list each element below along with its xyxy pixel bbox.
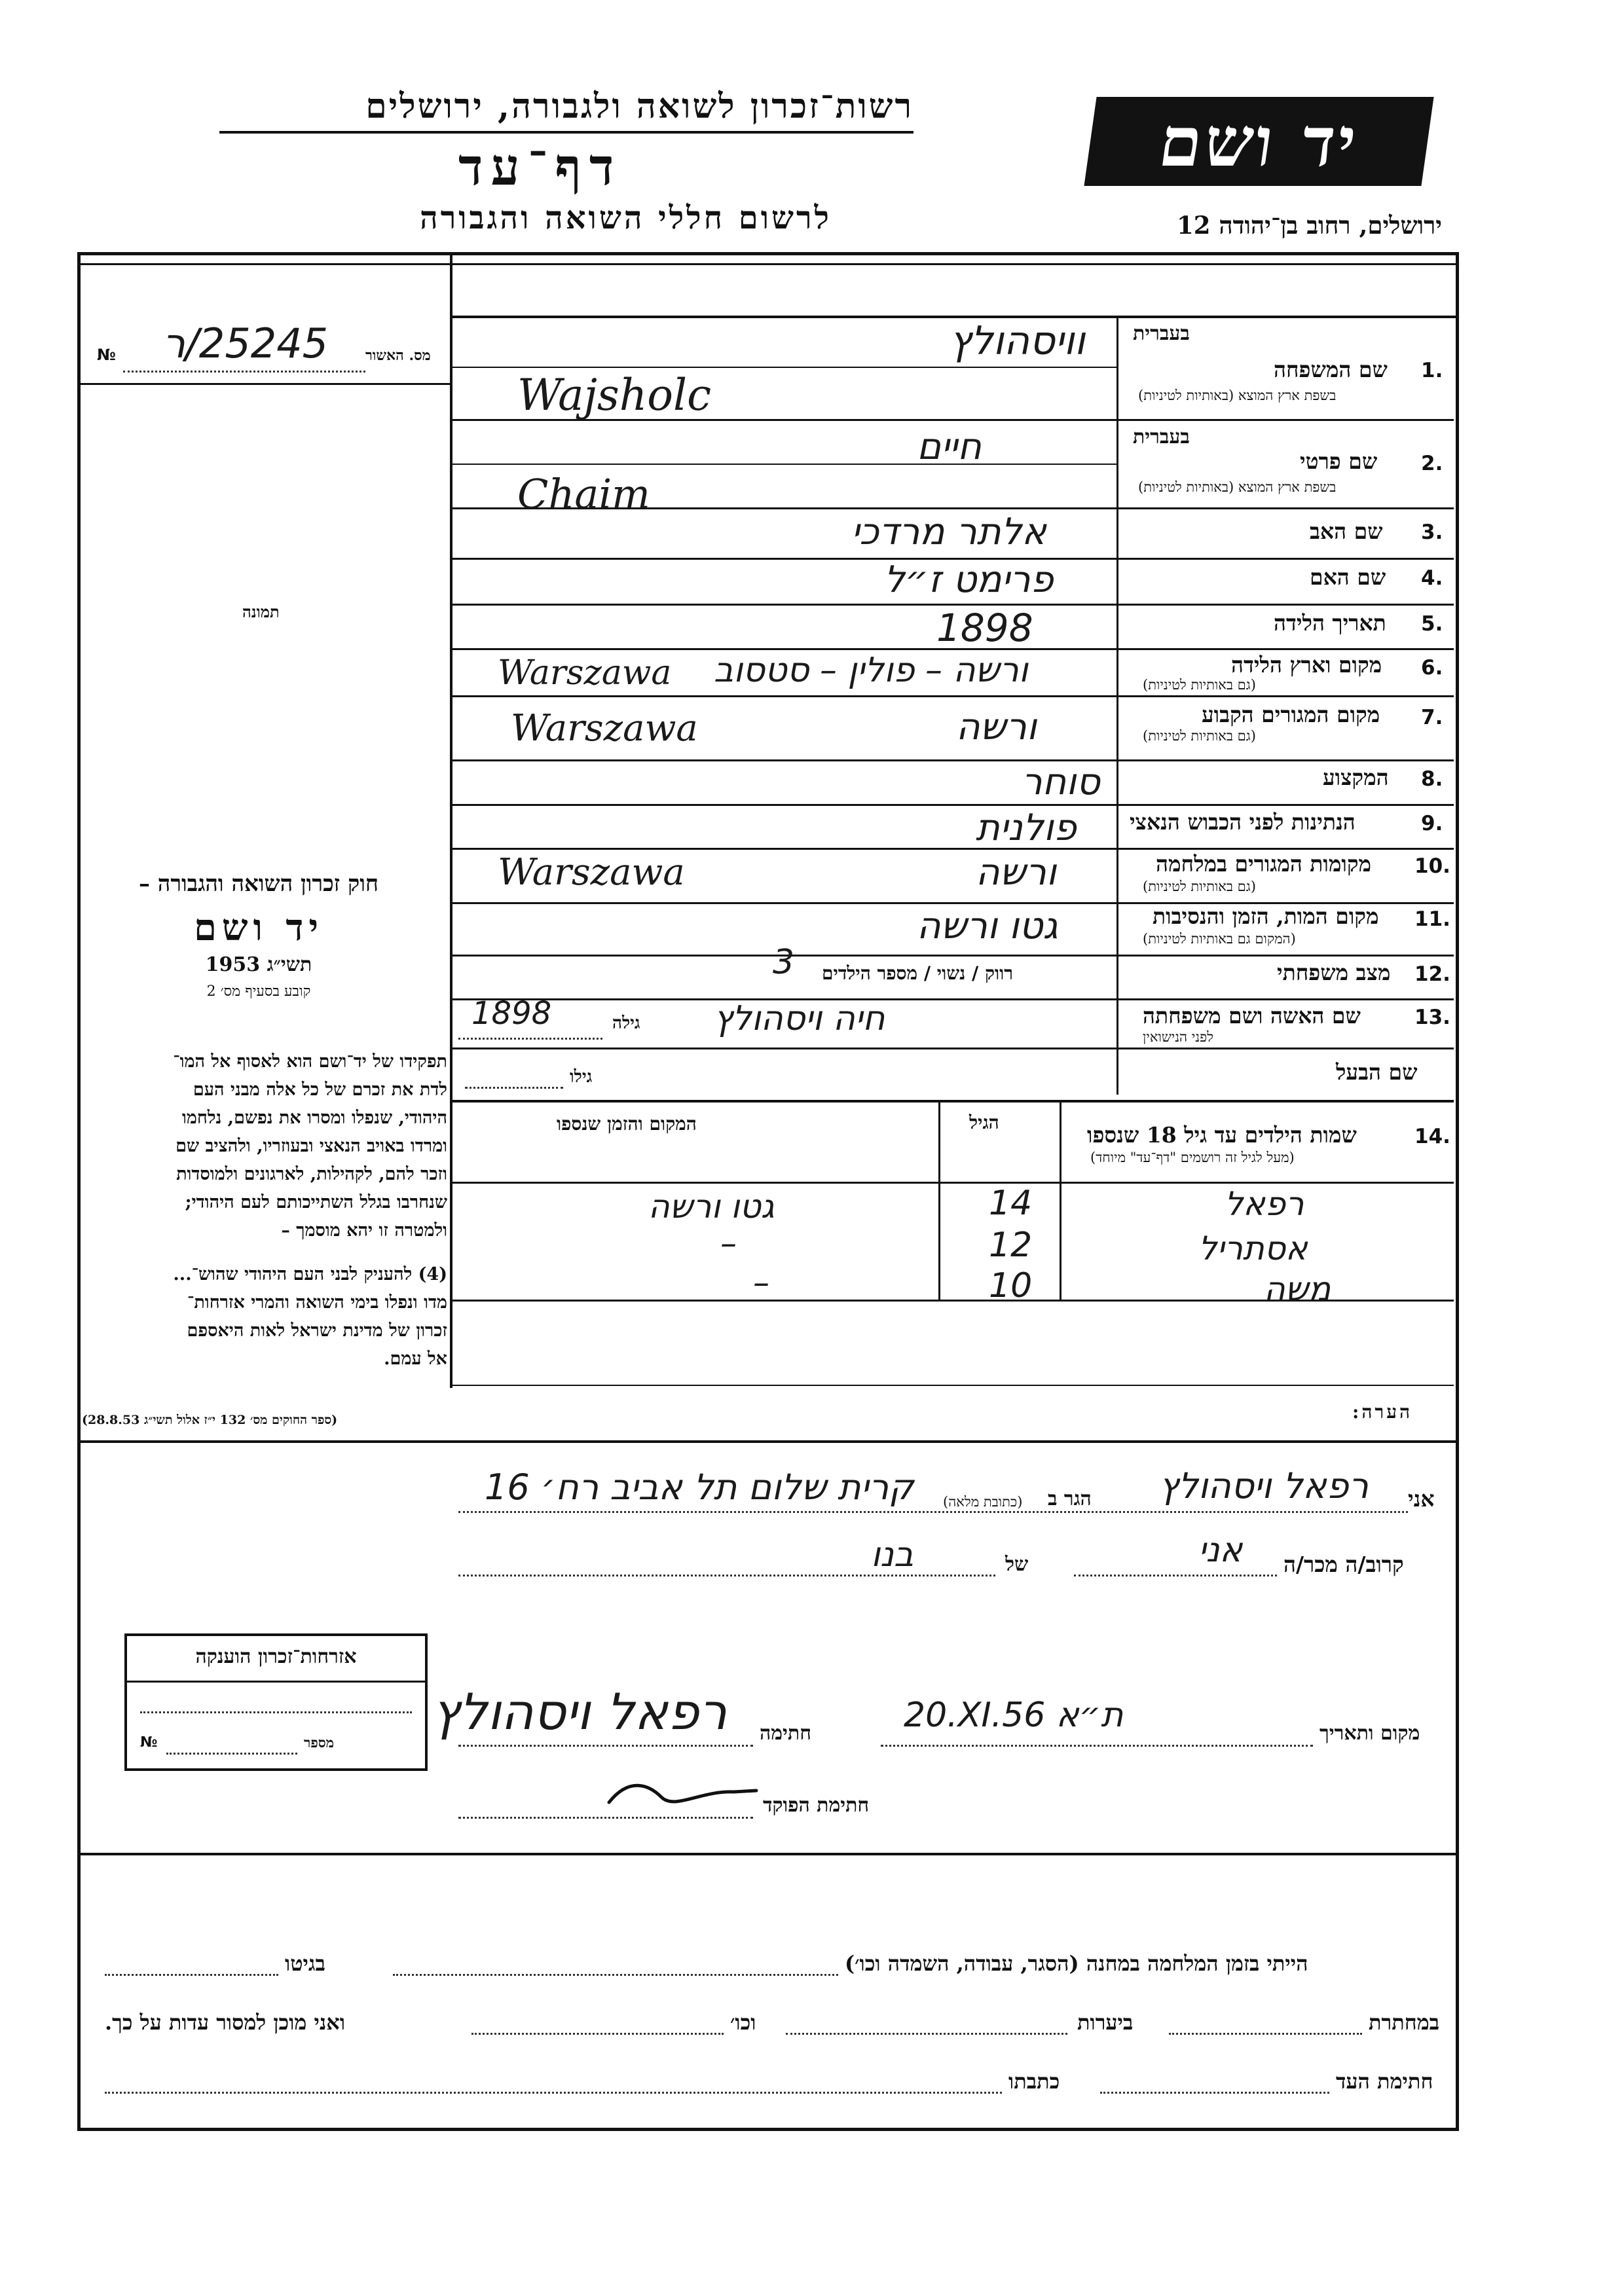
law-name: יד ושם — [193, 906, 324, 949]
ghetto-label: בגיטו — [285, 1951, 325, 1976]
row-rule — [452, 804, 1454, 806]
law-year: תשי״ג 1953 — [205, 953, 312, 976]
latin-rule — [452, 464, 1118, 465]
given-name-sub: בשפת ארץ המוצא (באותיות לטיניות) — [1138, 479, 1337, 495]
given-name-label: שם פרטי — [1300, 448, 1378, 474]
residence-sub: (גם באותיות לטיניות) — [1143, 728, 1256, 744]
children-left-edge — [450, 1100, 452, 1388]
relation-value[interactable]: אני — [1198, 1531, 1243, 1570]
law-paragraph-2: (4) להעניק לבני העם היהודי שהוש־... מדו ונפלו בימי השואה והמרי אזרחות־ זכרון של מדינת ישראל לאות היאספם אל עמם. — [173, 1264, 447, 1369]
row-rule — [452, 1048, 1454, 1049]
hebrew-tag: בעברית — [1133, 322, 1190, 345]
declarant-name-value[interactable]: רפאל ויסהולץ — [1159, 1465, 1369, 1506]
given-name-latin-value[interactable]: Chaim — [517, 470, 650, 518]
death-place-sub: (המקום גם באותיות לטיניות) — [1143, 931, 1296, 947]
birth-place-sub: (גם באותיות לטיניות) — [1143, 677, 1256, 693]
wartime-residence-value[interactable]: ורשה — [976, 851, 1057, 894]
law-paragraph-1: תפקידו של יד־ושם הוא לאסוף אל המו־ לדת את זכרם של כל אלה מבני העם היהודי, שנפלו ומסרו את נפשם, נלחמו ומרדו באויב הנאצי ובעוזריו, ולהציב שם וזכר להם, לקהילות, לארגונים ולמוסדות שנחרבו בגלל השתייכותם לעם היהודי; ולמטרה זו יהא מוסמך – — [173, 1051, 447, 1241]
org-line: רשות־זכרון לשואה ולגבורה, ירושלים — [365, 86, 913, 126]
number-sign: № — [97, 346, 116, 364]
row-rule — [452, 848, 1454, 850]
witness-signature-label: חתימת העד — [1336, 2069, 1433, 2094]
child-place[interactable]: גטו ורשה — [648, 1188, 775, 1226]
birth-place-label: מקום וארץ הלידה — [1231, 652, 1382, 678]
of-label: של — [1005, 1553, 1029, 1576]
mother-value[interactable]: פרימט ז״ל — [884, 558, 1054, 601]
profession-value[interactable]: סוחר — [1022, 761, 1100, 803]
birth-date-label: תאריך הלידה — [1274, 610, 1386, 636]
officer-signature-label: חתימת הפוקד — [763, 1794, 870, 1817]
forests-label: ביערות — [1077, 2010, 1134, 2035]
child-place[interactable]: – — [720, 1224, 737, 1262]
underground-label: במחתרת — [1369, 2010, 1440, 2035]
citizenship-box — [124, 1633, 428, 1771]
note-label: הערה: — [1352, 1401, 1413, 1423]
law-block — [72, 871, 445, 1000]
husband-age-label: גילו — [570, 1067, 593, 1087]
number-sign: № — [140, 1734, 158, 1751]
testimony-statement: ואני מוכן למסור עדות על כך. — [105, 2010, 346, 2035]
left-column-divider — [450, 252, 452, 1103]
wartime-residence-latin-value[interactable]: Warszawa — [498, 851, 685, 894]
top-double-rule — [77, 263, 1456, 265]
of-value[interactable]: בנו — [871, 1535, 914, 1575]
mother-label: שם האם — [1310, 564, 1386, 590]
children-sub: (מעל לגיל זה רושמים "דף־עד" מיוחד) — [1090, 1150, 1295, 1165]
citizenship-value[interactable]: פולנית — [976, 807, 1077, 849]
father-label: שם האב — [1310, 519, 1383, 544]
birth-place-value[interactable]: ורשה – פולין – סטסוב — [714, 651, 1028, 690]
children-header-rule — [452, 1182, 1454, 1184]
note-top-rule — [452, 1385, 1454, 1386]
wife-label: שם האשה ושם משפחתה — [1143, 1003, 1361, 1029]
approval-rule — [77, 383, 452, 385]
form-subtitle: לרשום חללי השואה והגבורה — [420, 200, 832, 236]
place-date-value[interactable]: 20.XI.56 ת״א — [904, 1696, 1124, 1735]
citizenship-label: הנתינות לפני הכבוש הנאצי — [1130, 809, 1356, 835]
surname-label: שם המשפחה — [1274, 357, 1388, 382]
address-note: (כתובת מלאה) — [943, 1494, 1023, 1510]
marital-status-label: מצב משפחתי — [1277, 960, 1391, 985]
witness-address-label: כתבתו — [1008, 2069, 1060, 2094]
header-rule — [219, 131, 913, 134]
wife-age-value[interactable]: 1898 — [471, 995, 552, 1032]
marital-status-options: רווק / נשוי / מספר הילדים — [822, 962, 1014, 984]
hebrew-tag: בעברית — [1133, 426, 1190, 448]
child-age[interactable]: 10 — [989, 1266, 1033, 1305]
child-name[interactable]: משה — [1264, 1270, 1331, 1308]
citizenship-box-title: אזרחות־זכרון הוענקה — [195, 1645, 357, 1668]
death-place-value[interactable]: גטו ורשה — [917, 905, 1058, 947]
wife-value[interactable]: חיה ויסהולץ — [714, 999, 885, 1038]
marital-divider — [1116, 955, 1118, 1000]
note-bottom-rule — [77, 1440, 1456, 1443]
surname-hebrew-value[interactable]: וויסהולץ — [950, 318, 1086, 364]
signature-label: חתימה — [760, 1722, 811, 1745]
photo-label: תמונה — [242, 602, 280, 621]
relation-label: קרוב/ה מכר/ה — [1283, 1552, 1404, 1577]
husband-label: שם הבעל — [1336, 1059, 1418, 1085]
residence-latin-value[interactable]: Warszawa — [511, 707, 698, 750]
wife-sub: לפני הנישואין — [1143, 1029, 1213, 1045]
lives-label: הגר ב — [1048, 1487, 1092, 1510]
row-rule — [452, 695, 1454, 697]
birth-date-value[interactable]: 1898 — [936, 606, 1033, 650]
place-date-label: מקום ותאריך — [1320, 1722, 1420, 1745]
children-col-divider — [938, 1100, 940, 1300]
approval-number-label: מס. האשור — [365, 347, 431, 364]
law-clause: קובע בסעיף מס׳ 2 — [206, 983, 311, 1000]
yad-vashem-logo: יד ושם — [1084, 97, 1433, 186]
surname-latin-value[interactable]: Wajsholc — [517, 370, 712, 420]
children-col-divider — [1060, 1100, 1061, 1300]
wartime-residence-sub: (גם באותיות לטיניות) — [1143, 879, 1256, 894]
surname-sub: בשפת ארץ המוצא (באותיות לטיניות) — [1138, 388, 1337, 403]
wife-age-label: גילה — [612, 1013, 640, 1033]
camp-label: הייתי בזמן המלחמה במחנה (הסגר, עבודה, השמדה וכו׳) — [845, 1951, 1308, 1976]
etc-label: וכו׳ — [730, 2010, 756, 2035]
father-value[interactable]: אלתר מרדכי — [851, 511, 1046, 553]
profession-label: המקצוע — [1323, 765, 1389, 790]
approval-number-value: 25245/ר — [162, 319, 329, 367]
signature-value[interactable]: רפאל ויסהולץ — [432, 1683, 728, 1741]
children-place-header: המקום והזמן שנספו — [557, 1113, 697, 1135]
given-name-hebrew-value[interactable]: חיים — [917, 426, 982, 468]
child-name[interactable]: רפאל — [1225, 1185, 1304, 1223]
officer-signature-mark — [602, 1771, 760, 1817]
child-age[interactable]: 14 — [989, 1184, 1033, 1223]
child-place[interactable]: – — [753, 1264, 769, 1302]
citizenship-number-label: מספר — [304, 1734, 335, 1751]
birth-place-latin-value[interactable]: Warszawa — [498, 653, 672, 693]
form-title: דף־עד — [458, 137, 622, 197]
declarant-address-value[interactable]: קרית שלום תל אביב רח׳ 16 — [485, 1467, 914, 1508]
children-label: שמות הילדים עד גיל 18 שנספו — [1087, 1122, 1357, 1148]
child-age[interactable]: 12 — [989, 1226, 1033, 1265]
approval-number-box — [77, 319, 451, 378]
latin-rule — [452, 367, 1118, 368]
header-address: ירושלים, רחוב בן־יהודה 12 — [1177, 211, 1442, 240]
law-title: חוק זכרון השואה והגבורה – — [138, 871, 379, 897]
children-count-value[interactable]: 3 — [773, 943, 795, 982]
children-age-header: הגיל — [969, 1112, 999, 1133]
death-place-label: מקום המות, הזמן והנסיבות — [1153, 903, 1379, 929]
wartime-residence-label: מקומות המגורים במלחמה — [1156, 851, 1372, 877]
row-rule — [452, 998, 1454, 1000]
row-rule — [452, 955, 1454, 957]
section-rule — [452, 1100, 1454, 1102]
law-source: (ספר החוקים מס׳ 132 י״ז אלול תשי״ג 28.8.53) — [82, 1413, 338, 1427]
row-rule — [452, 759, 1454, 761]
ani-label: אני — [1408, 1486, 1435, 1512]
residence-label: מקום המגורים הקבוע — [1202, 702, 1380, 727]
child-name[interactable]: אסתריל — [1198, 1230, 1308, 1267]
residence-value[interactable]: ורשה — [956, 706, 1037, 748]
footer-top-rule — [77, 1853, 1456, 1855]
